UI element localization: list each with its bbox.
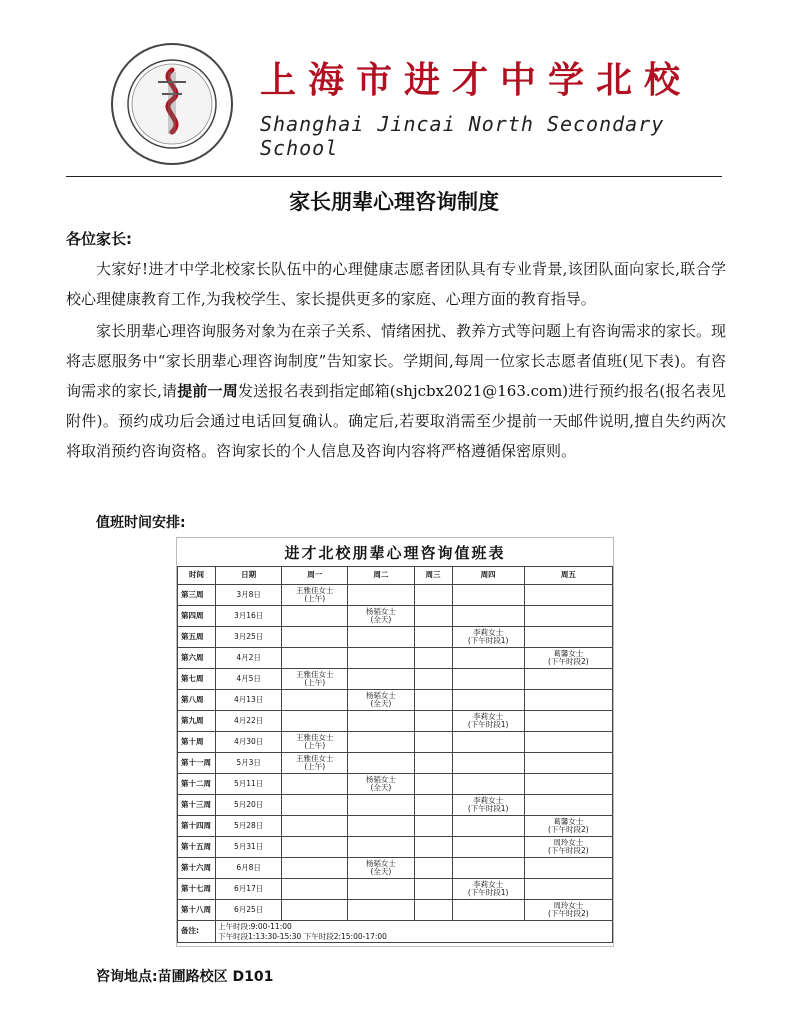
volunteer-cell xyxy=(524,627,612,648)
schedule-row xyxy=(178,669,613,690)
week-cell: 第十八周 xyxy=(178,900,216,921)
paragraph-intro: 大家好!进才中学北校家长队伍中的心理健康志愿者团队具有专业背景,该团队面向家长,联合学校心理健康教育工作,为我校学生、家长提供更多的家庭、心理方面的教育指导。 xyxy=(66,260,726,308)
volunteer-cell: 杨韬女士 (全天) xyxy=(348,858,414,879)
volunteer-cell xyxy=(348,879,414,900)
schedule-row xyxy=(178,774,613,795)
schedule-row xyxy=(178,606,613,627)
schedule-row xyxy=(178,648,613,669)
volunteer-cell: 李莉女士 (下午时段1) xyxy=(452,711,524,732)
schedule-header-row xyxy=(178,567,613,585)
volunteer-cell xyxy=(414,627,452,648)
volunteer-cell xyxy=(282,648,348,669)
schedule-row xyxy=(178,837,613,858)
note-line-afternoon: 下午时段1:13:30-15:30 下午时段2:15:00-17:00 xyxy=(218,931,387,941)
volunteer-cell xyxy=(348,627,414,648)
volunteer-cell xyxy=(414,669,452,690)
volunteer-cell xyxy=(452,816,524,837)
letterhead xyxy=(110,42,730,172)
date-cell: 3月25日 xyxy=(216,627,282,648)
week-cell: 第十七周 xyxy=(178,879,216,900)
week-cell: 第四周 xyxy=(178,606,216,627)
volunteer-cell xyxy=(452,753,524,774)
date-cell: 6月17日 xyxy=(216,879,282,900)
volunteer-cell xyxy=(524,711,612,732)
note-line-morning: 上午时段:9:00-11:00 xyxy=(218,921,292,931)
volunteer-cell: 杨韬女士 (全天) xyxy=(348,606,414,627)
volunteer-cell: 李莉女士 (下午时段1) xyxy=(452,879,524,900)
volunteer-cell xyxy=(524,753,612,774)
schedule-row xyxy=(178,753,613,774)
volunteer-cell xyxy=(452,858,524,879)
header-cell: 周二 xyxy=(348,567,414,585)
volunteer-cell xyxy=(282,795,348,816)
volunteer-cell xyxy=(282,900,348,921)
schedule-row xyxy=(178,585,613,606)
header-cell: 时间 xyxy=(178,567,216,585)
date-cell: 5月31日 xyxy=(216,837,282,858)
volunteer-cell xyxy=(452,837,524,858)
header-cell: 日期 xyxy=(216,567,282,585)
volunteer-cell xyxy=(452,669,524,690)
schedule-row xyxy=(178,627,613,648)
volunteer-cell xyxy=(414,837,452,858)
date-cell: 4月22日 xyxy=(216,711,282,732)
volunteer-cell xyxy=(524,858,612,879)
week-cell: 第十一周 xyxy=(178,753,216,774)
volunteer-cell xyxy=(282,858,348,879)
volunteer-cell xyxy=(282,879,348,900)
date-cell: 4月5日 xyxy=(216,669,282,690)
date-cell: 5月20日 xyxy=(216,795,282,816)
date-cell: 5月28日 xyxy=(216,816,282,837)
volunteer-cell xyxy=(452,648,524,669)
schedule-title: 进才北校朋辈心理咨询值班表 xyxy=(284,544,506,562)
volunteer-cell: 王雅佳女士 (上午) xyxy=(282,669,348,690)
consultation-location: 咨询地点:苗圃路校区 D101 xyxy=(96,969,274,985)
schedule-row xyxy=(178,690,613,711)
schedule-row xyxy=(178,711,613,732)
volunteer-cell xyxy=(524,879,612,900)
volunteer-cell xyxy=(282,606,348,627)
volunteer-cell xyxy=(524,690,612,711)
volunteer-cell xyxy=(452,585,524,606)
volunteer-cell xyxy=(414,858,452,879)
volunteer-cell xyxy=(452,774,524,795)
date-cell: 4月2日 xyxy=(216,648,282,669)
volunteer-cell xyxy=(414,690,452,711)
school-name-cn: 上海市进才中学北校 xyxy=(260,59,693,101)
schedule-row xyxy=(178,816,613,837)
volunteer-cell: 杨韬女士 (全天) xyxy=(348,690,414,711)
date-cell: 4月13日 xyxy=(216,690,282,711)
volunteer-cell: 周玲女士 (下午时段2) xyxy=(524,837,612,858)
document-title: 家长朋辈心理咨询制度 xyxy=(289,190,499,214)
volunteer-cell xyxy=(414,732,452,753)
volunteer-cell xyxy=(348,732,414,753)
date-cell: 6月25日 xyxy=(216,900,282,921)
schedule-table xyxy=(177,566,613,943)
volunteer-cell xyxy=(524,606,612,627)
note-label: 备注: xyxy=(178,921,216,943)
volunteer-cell xyxy=(282,774,348,795)
date-cell: 3月8日 xyxy=(216,585,282,606)
week-cell: 第十四周 xyxy=(178,816,216,837)
volunteer-cell xyxy=(282,816,348,837)
volunteer-cell xyxy=(452,606,524,627)
header-cell: 周五 xyxy=(524,567,612,585)
date-cell: 5月3日 xyxy=(216,753,282,774)
week-cell: 第三周 xyxy=(178,585,216,606)
week-cell: 第十六周 xyxy=(178,858,216,879)
volunteer-cell xyxy=(524,795,612,816)
week-cell: 第九周 xyxy=(178,711,216,732)
schedule-row xyxy=(178,795,613,816)
volunteer-cell xyxy=(282,711,348,732)
volunteer-cell: 周玲女士 (下午时段2) xyxy=(524,900,612,921)
volunteer-cell: 王雅佳女士 (上午) xyxy=(282,732,348,753)
date-cell: 6月8日 xyxy=(216,858,282,879)
volunteer-cell xyxy=(348,585,414,606)
volunteer-cell xyxy=(524,585,612,606)
volunteer-cell xyxy=(414,774,452,795)
volunteer-cell xyxy=(524,774,612,795)
schedule-image xyxy=(176,537,614,947)
date-cell: 3月16日 xyxy=(216,606,282,627)
schedule-label: 值班时间安排: xyxy=(96,515,186,531)
volunteer-cell: 葛馨女士 (下午时段2) xyxy=(524,816,612,837)
volunteer-cell: 王雅佳女士 (上午) xyxy=(282,753,348,774)
header-cell: 周一 xyxy=(282,567,348,585)
week-cell: 第八周 xyxy=(178,690,216,711)
schedule-note-row xyxy=(178,921,613,943)
week-cell: 第六周 xyxy=(178,648,216,669)
volunteer-cell: 杨韬女士 (全天) xyxy=(348,774,414,795)
volunteer-cell xyxy=(348,837,414,858)
volunteer-cell xyxy=(414,585,452,606)
volunteer-cell xyxy=(348,648,414,669)
volunteer-cell xyxy=(414,606,452,627)
volunteer-cell xyxy=(282,837,348,858)
salutation: 各位家长: xyxy=(66,230,132,248)
volunteer-cell xyxy=(414,900,452,921)
note-text xyxy=(216,921,613,943)
volunteer-cell xyxy=(414,648,452,669)
header-divider xyxy=(66,176,722,177)
volunteer-cell xyxy=(414,879,452,900)
volunteer-cell xyxy=(414,816,452,837)
paragraph-rules-part2: 发送报名表到指定邮箱(shjcbx2021@163.com)进行预约报名(报名表见附件)。预约成功后会通过电话回复确认。确定后,若要取消需至少提前一天邮件说明,擅自失约两次将取消预约咨询资格。咨询家长的个人信息及咨询内容将严格遵循保密原则。 xyxy=(66,382,726,460)
paragraph-rules-part1: 家长朋辈心理咨询服务对象为在亲子关系、情绪困扰、教养方式等问题上有咨询需求的家长。现将志愿服务中“家长朋辈心理咨询制度”告知家长。学期间,每周一位家长志愿者值班(见下表)。有咨询需求的家长,请 xyxy=(66,322,727,400)
volunteer-cell xyxy=(348,816,414,837)
volunteer-cell xyxy=(414,795,452,816)
volunteer-cell xyxy=(348,711,414,732)
paragraph-rules-emphasis: 提前一周 xyxy=(177,382,238,400)
date-cell: 4月30日 xyxy=(216,732,282,753)
date-cell: 5月11日 xyxy=(216,774,282,795)
volunteer-cell xyxy=(348,900,414,921)
week-cell: 第十三周 xyxy=(178,795,216,816)
volunteer-cell xyxy=(524,669,612,690)
week-cell: 第十周 xyxy=(178,732,216,753)
volunteer-cell xyxy=(348,669,414,690)
volunteer-cell xyxy=(414,753,452,774)
volunteer-cell: 王雅佳女士 (上午) xyxy=(282,585,348,606)
volunteer-cell xyxy=(524,732,612,753)
volunteer-cell xyxy=(414,711,452,732)
volunteer-cell: 葛馨女士 (下午时段2) xyxy=(524,648,612,669)
school-logo xyxy=(110,42,234,166)
header-cell: 周四 xyxy=(452,567,524,585)
volunteer-cell xyxy=(348,753,414,774)
week-cell: 第七周 xyxy=(178,669,216,690)
volunteer-cell xyxy=(452,690,524,711)
week-cell: 第十二周 xyxy=(178,774,216,795)
school-name-en: Shanghai Jincai North Secondary School xyxy=(260,112,665,160)
paragraph-rules xyxy=(66,316,726,466)
volunteer-cell xyxy=(348,795,414,816)
volunteer-cell xyxy=(452,732,524,753)
schedule-row xyxy=(178,858,613,879)
volunteer-cell: 李莉女士 (下午时段1) xyxy=(452,627,524,648)
schedule-body xyxy=(178,585,613,921)
schedule-row xyxy=(178,879,613,900)
week-cell: 第十五周 xyxy=(178,837,216,858)
volunteer-cell xyxy=(282,690,348,711)
volunteer-cell: 李莉女士 (下午时段1) xyxy=(452,795,524,816)
schedule-row xyxy=(178,900,613,921)
header-cell: 周三 xyxy=(414,567,452,585)
week-cell: 第五周 xyxy=(178,627,216,648)
schedule-row xyxy=(178,732,613,753)
volunteer-cell xyxy=(282,627,348,648)
volunteer-cell xyxy=(452,900,524,921)
